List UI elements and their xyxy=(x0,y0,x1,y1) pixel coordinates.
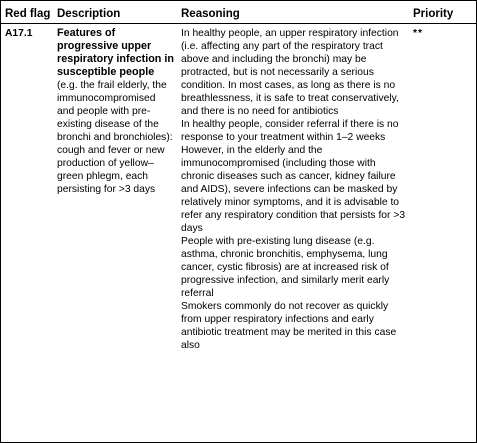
header-priority: Priority xyxy=(409,1,476,24)
reasoning-paragraph: Smokers commonly do not recover as quickly from upper respiratory infections and early antibiotic treatment may be merited in this case also xyxy=(181,301,397,351)
table-header-row xyxy=(1,1,476,24)
priority-stars: ** xyxy=(413,28,424,39)
header-red-flag: Red flag xyxy=(1,1,53,24)
cell-description xyxy=(53,24,177,353)
description-heading: Features of progressive upper respiratory infection in susceptible people xyxy=(57,27,174,78)
reasoning-paragraph: However, in the elderly and the immunocompromised (including those with chronic diseases such as cancer, kidney failure and AIDS), severe infections can be masked by relatively minor symptoms, and it is advisable to refer any respiratory condition that persists for >3 days xyxy=(181,145,406,234)
table-row xyxy=(1,24,476,353)
cell-priority xyxy=(409,24,476,353)
description-detail: (e.g. the frail elderly, the immunocompromised and people with pre-existing disease of the bronchi and bronchioles): cough and fever or new production of yellow–green phlegm, each persisting for >3 days xyxy=(57,80,173,195)
header-description: Description xyxy=(53,1,177,24)
red-flag-table xyxy=(1,1,476,352)
header-reasoning: Reasoning xyxy=(177,1,409,24)
reasoning-paragraph: In healthy people, consider referral if there is no response to your treatment within 1–2 weeks xyxy=(181,119,399,143)
cell-red-flag xyxy=(1,24,53,353)
reasoning-paragraph: People with pre-existing lung disease (e.g. asthma, chronic bronchitis, emphysema, lung cancer, cystic fibrosis) are at increased risk of progressive infection, and similarly merit early referral xyxy=(181,236,390,299)
red-flag-id: A17.1 xyxy=(5,28,33,39)
cell-reasoning xyxy=(177,24,409,353)
reasoning-paragraph: In healthy people, an upper respiratory infection (i.e. affecting any part of the respiratory tract above and including the bronchi) may be protracted, but is not necessarily a serious condition. In most cases, as long as there is no breathlessness, it is safe to treat conservatively, and there is no need for antibiotics xyxy=(181,28,399,117)
